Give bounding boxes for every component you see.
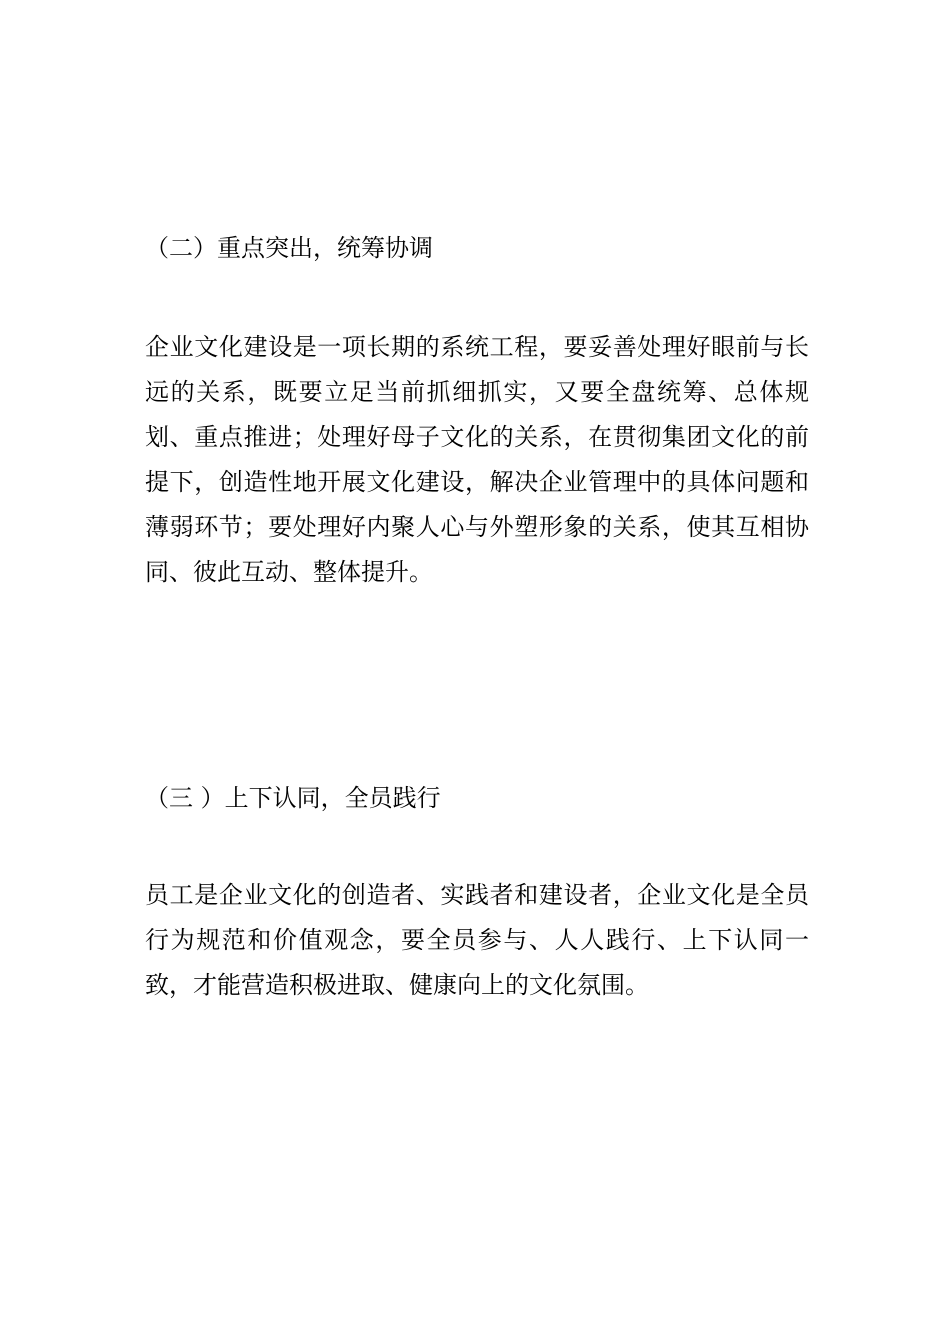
section-heading-3: （三 ）上下认同，全员践行 — [145, 784, 441, 812]
section-heading-2: （二）重点突出，统筹协调 — [145, 234, 433, 262]
section-body-3: 员工是企业文化的创造者、实践者和建设者，企业文化是全员行为规范和价值观念，要全员参与、人人践行、上下认同一致，才能营造积极进取、健康向上的文化氛围。 — [145, 881, 809, 999]
section-body-2: 企业文化建设是一项长期的系统工程，要妥善处理好眼前与长远的关系，既要立足当前抓细抓实，又要全盘统筹、总体规划、重点推进；处理好母子文化的关系，在贯彻集团文化的前提下，创造性地开展文化建设，解决企业管理中的具体问题和薄弱环节；要处理好内聚人心与外塑形象的关系，使其互相协同、彼此互动、整体提升。 — [145, 333, 809, 586]
